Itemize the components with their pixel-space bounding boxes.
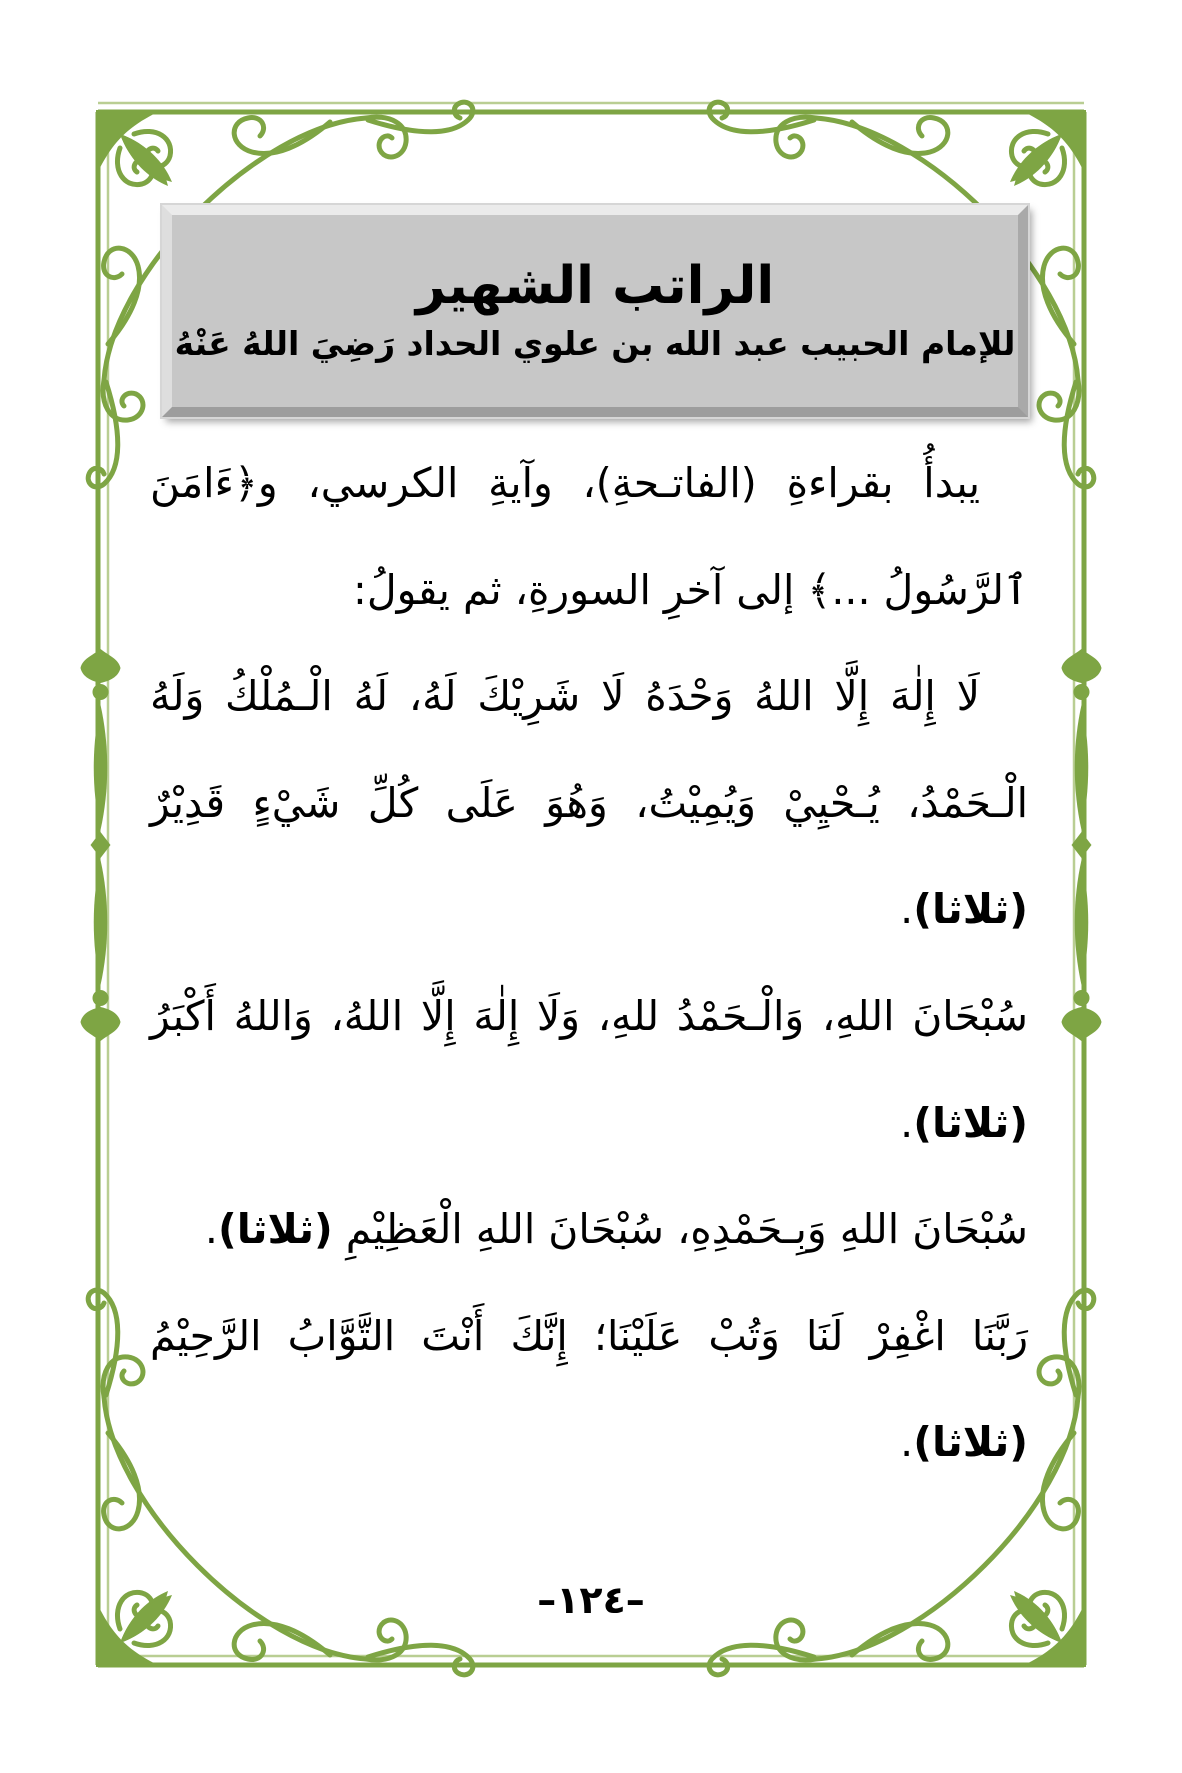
paragraph <box>150 430 1028 643</box>
paragraph <box>150 963 1028 1176</box>
repeat-count-emphasis: (ثلاثا) <box>217 1205 333 1254</box>
text-segment: . <box>900 1098 914 1147</box>
text-segment: يبدأُ بقراءةِ (الفاتـحةِ)، وآيةِ الكرسي، و﴿ءَامَنَ ٱلرَّسُولُ ...﴾ إلى آخرِ السورةِ، ثم يقولُ: <box>150 459 1028 614</box>
side-spindle-icon <box>1062 649 1102 1041</box>
paragraph <box>150 643 1028 963</box>
paragraph <box>150 1283 1028 1496</box>
text-segment: سُبْحَانَ اللهِ، وَالْـحَمْدُ للهِ، وَلَا إِلٰهَ إِلَّا اللهُ، وَاللهُ أَكْبَرُ <box>150 991 1028 1040</box>
repeat-count-emphasis: (ثلاثا) <box>913 1098 1028 1147</box>
text-segment: سُبْحَانَ اللهِ وَبِـحَمْدِهِ، سُبْحَانَ اللهِ الْعَظِيْمِ <box>332 1205 1028 1254</box>
text-segment: . <box>900 1418 914 1467</box>
body-text <box>150 430 1028 1496</box>
repeat-count-emphasis: (ثلاثا) <box>913 1418 1028 1467</box>
side-spindle-icon <box>81 649 121 1041</box>
page-subtitle: للإمام الحبيب عبد الله بن علوي الحداد رَضِيَ اللهُ عَنْهُ <box>174 323 1016 363</box>
text-segment: لَا إِلٰهَ إِلَّا اللهُ وَحْدَهُ لَا شَرِيْكَ لَهُ، لَهُ الْـمُلْكُ وَلَهُ الْـحَمْدُ، يُـحْيِيْ وَيُمِيْتُ، وَهُوَ عَلَى كُلِّ شَيْءٍ قَدِيْرٌ <box>150 672 1028 827</box>
paragraph <box>150 1176 1028 1283</box>
text-segment: رَبَّنَا اغْفِرْ لَنَا وَتُبْ عَلَيْنَا؛ إِنَّكَ أَنْتَ التَّوَّابُ الرَّحِيْمُ <box>150 1311 1028 1360</box>
page-title: الراتب الشهير <box>415 255 775 316</box>
text-segment: . <box>204 1205 218 1254</box>
page-number: –١٢٤– <box>537 1578 645 1622</box>
text-segment: . <box>900 885 914 934</box>
repeat-count-emphasis: (ثلاثا) <box>913 885 1028 934</box>
title-box <box>162 205 1028 417</box>
